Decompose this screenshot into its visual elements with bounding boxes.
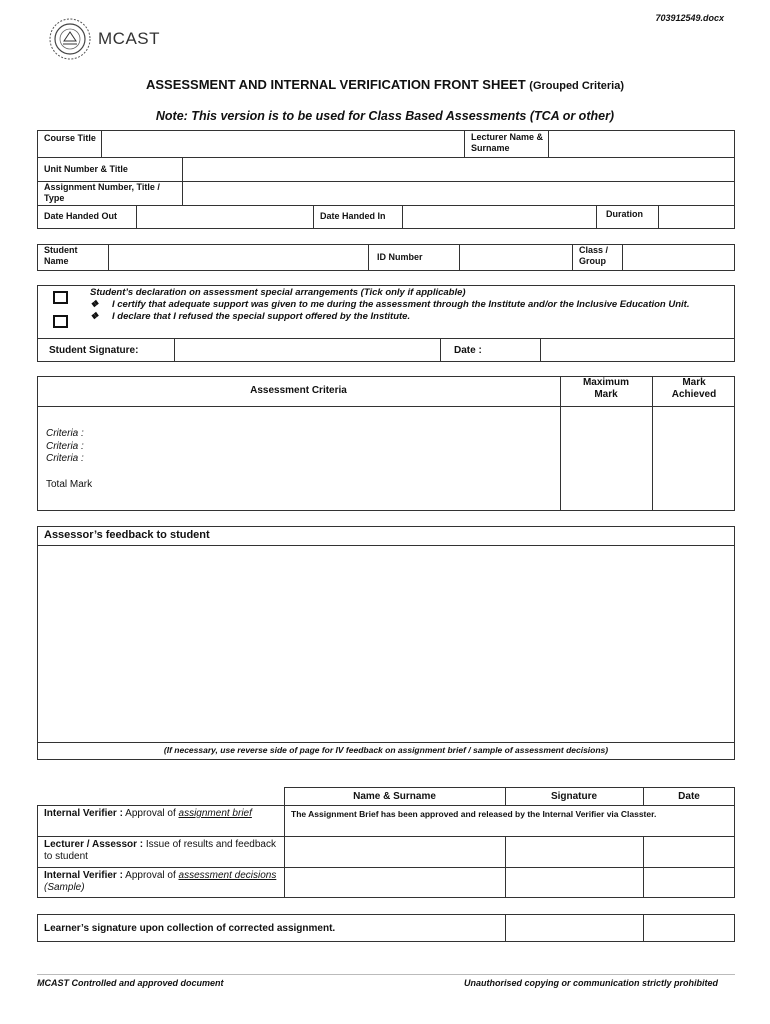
document-filename: 703912549.docx [655,13,724,23]
criteria-list [46,428,84,466]
verifier-row-3-label [44,870,280,894]
criteria-item: Criteria : [46,453,84,464]
criteria-item: Criteria : [46,428,84,439]
course-title-label: Course Title [44,133,96,143]
course-title-field[interactable] [102,131,464,157]
logo-text: MCAST [98,29,160,48]
verifier-row-2-label [44,839,280,863]
mark-achieved-header: Mark Achieved [671,377,717,400]
duration-label: Duration [606,209,643,219]
declaration-heading: Student’s declaration on assessment special arrangements (Tick only if applicable) [90,287,466,298]
page-title [0,77,770,92]
assessor-date-field[interactable] [644,837,734,867]
declaration-date-field[interactable] [541,339,734,361]
learner-signature-field[interactable] [506,915,643,941]
lecturer-label: Lecturer Name & Surname [471,132,544,153]
date-handed-in-label: Date Handed In [320,211,386,221]
id-number-label: ID Number [377,252,423,262]
verifier-date-field[interactable] [644,868,734,897]
criteria-item: Criteria : [46,440,84,452]
footer-divider [37,974,735,975]
verifier-name-field[interactable] [285,868,505,897]
mcast-seal-icon [48,17,92,61]
role-extra: (Sample) [44,882,85,893]
footer-left: MCAST Controlled and approved document [37,978,224,988]
unit-field[interactable] [183,158,734,181]
criteria-header: Assessment Criteria [250,385,347,396]
feedback-textarea[interactable] [38,546,734,742]
feedback-footnote: (If necessary, use reverse side of page for IV feedback on assignment brief / sample of assessment decisions) [163,745,609,755]
declaration-date-label: Date : [454,345,482,356]
student-name-field[interactable] [109,245,368,270]
lecturer-field[interactable] [549,131,734,157]
class-group-field[interactable] [623,245,734,270]
role-text: Approval of [122,808,179,819]
date-handed-in-field[interactable] [403,206,596,229]
class-group-label: Class / Group [579,245,609,266]
col-name-header: Name & Surname [353,791,436,802]
feedback-heading: Assessor’s feedback to student [44,529,210,541]
learner-date-field[interactable] [644,915,734,941]
special-support-checkbox[interactable] [53,291,68,304]
col-date-header: Date [678,791,700,802]
max-mark-header: Maximum Mark [582,377,630,400]
learner-signature-label: Learner’s signature upon collection of corrected assignment. [44,923,336,934]
assignment-field[interactable] [183,182,734,205]
assignment-label: Assignment Number, Title / Type [44,182,160,203]
version-note: Note: This version is to be used for Class Based Assessments (TCA or other) [155,109,615,123]
mark-achieved-cell[interactable] [653,407,734,510]
declaration-text [90,287,730,323]
role-link: assessment decisions [178,870,277,881]
bullet-icon: ❖ [90,311,99,322]
role-label: Lecturer / Assessor : [44,839,144,850]
footer-right: Unauthorised copying or communication strictly prohibited [463,978,718,988]
role-link: assignment brief [178,808,252,819]
declaration-item-1: I certify that adequate support was given to me during the assessment through the Institute and/or the Inclusive Education Unit. [112,299,690,310]
role-label: Internal Verifier : [44,808,123,819]
declaration-item-2: I declare that I refused the special support offered by the Institute. [112,311,411,322]
assessor-name-field[interactable] [285,837,505,867]
role-label: Internal Verifier : [44,870,123,881]
id-number-field[interactable] [460,245,572,270]
title-main: ASSESSMENT AND INTERNAL VERIFICATION FRONT SHEET [145,77,526,92]
unit-label: Unit Number & Title [44,164,128,174]
col-signature-header: Signature [550,791,598,802]
verifier-signature-field[interactable] [506,868,643,897]
student-name-label: Student Name [44,245,78,266]
assessor-signature-field[interactable] [506,837,643,867]
duration-field[interactable] [659,206,734,229]
date-handed-out-label: Date Handed Out [44,211,118,221]
date-handed-out-field[interactable] [137,206,313,229]
title-suffix: (Grouped Criteria) [529,80,625,92]
role-text: Issue of results and feedback to student [44,839,276,862]
student-signature-field[interactable] [175,339,440,361]
bullet-icon: ❖ [90,299,99,310]
role-text: Approval of [122,870,179,881]
refused-support-checkbox[interactable] [53,315,68,328]
max-mark-cell[interactable] [561,407,652,510]
total-mark-label: Total Mark [46,479,93,490]
approval-note: The Assignment Brief has been approved and released by the Internal Verifier via Classter. [291,809,657,819]
mcast-logo [48,17,168,61]
student-signature-label: Student Signature: [49,345,139,356]
verifier-row-1-label [44,808,280,820]
